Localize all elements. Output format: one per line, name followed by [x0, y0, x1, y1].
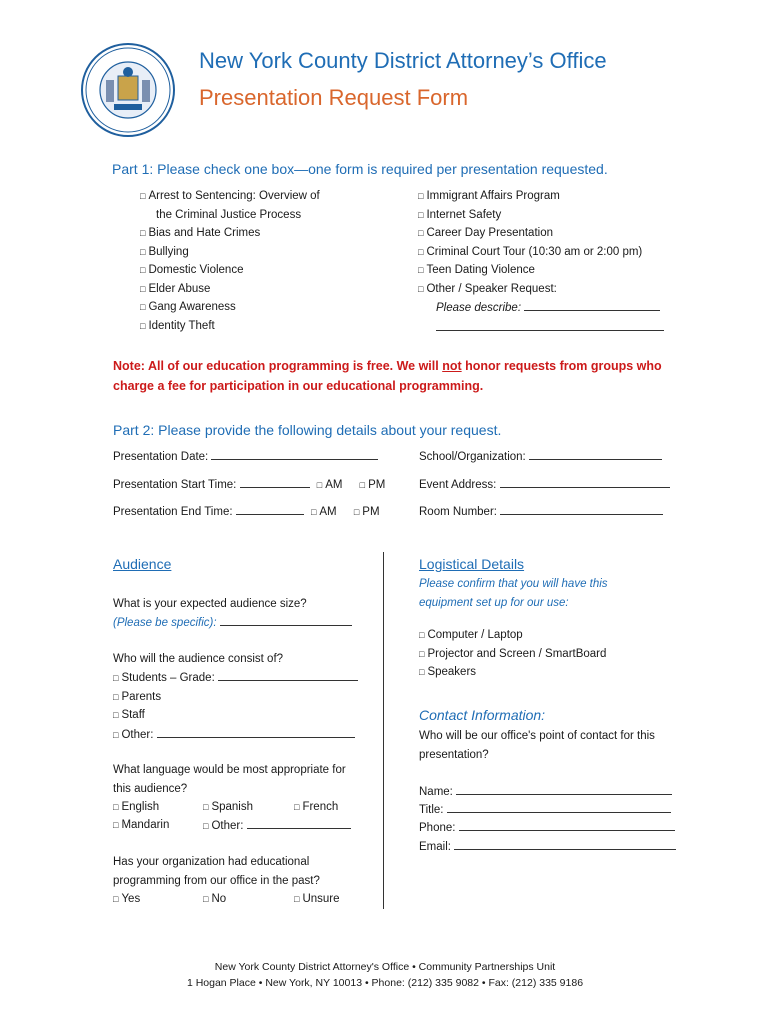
- checkbox-icon[interactable]: □: [113, 673, 119, 683]
- checkbox-icon[interactable]: □: [113, 710, 119, 720]
- checkbox-icon[interactable]: □: [140, 228, 146, 238]
- checkbox-parents[interactable]: □ Parents: [113, 690, 162, 703]
- checkbox-teen-dating[interactable]: □ Teen Dating Violence: [418, 264, 535, 276]
- checkbox-icon[interactable]: □: [140, 302, 146, 312]
- checkbox-icon[interactable]: □: [353, 507, 360, 517]
- checkbox-bullying[interactable]: □ Bullying: [140, 245, 189, 258]
- describe-label: Please describe:: [436, 302, 522, 314]
- da-seal-logo: [80, 42, 176, 138]
- part1-right-list: [418, 187, 664, 337]
- checkbox-no[interactable]: □ No: [203, 893, 227, 905]
- describe-field-2[interactable]: [436, 318, 664, 331]
- audience-size-row: (Please be specific):: [113, 613, 352, 633]
- language-q: What language would be most appropriate for this audience?: [113, 764, 346, 795]
- audience-size-field[interactable]: [220, 613, 352, 626]
- room-number-field[interactable]: [500, 502, 663, 515]
- checkbox-court-tour[interactable]: □ Criminal Court Tour (10:30 am or 2:00 pm): [418, 245, 643, 258]
- checkbox-mandarin[interactable]: □ Mandarin: [113, 819, 170, 831]
- checkbox-projector[interactable]: □ Projector and Screen / SmartBoard: [419, 647, 607, 660]
- checkbox-icon[interactable]: □: [140, 265, 146, 275]
- checkbox-bias[interactable]: □ Bias and Hate Crimes: [140, 227, 261, 239]
- checkbox-internet-safety[interactable]: □ Internet Safety: [418, 208, 502, 221]
- checkbox-icon[interactable]: □: [419, 630, 425, 640]
- checkbox-yes[interactable]: □ Yes: [113, 893, 141, 905]
- logistics-confirm: Please confirm that you will have this equipment set up for our use:: [419, 578, 608, 609]
- start-time-row: Presentation Start Time: □ AM □ PM: [113, 475, 385, 495]
- contact-phone-field[interactable]: [459, 818, 675, 831]
- fee-note: Note: All of our education programming is free. We will not honor requests from groups who charge a fee for participation in our educational programming.: [113, 359, 662, 393]
- checkbox-arrest[interactable]: □ Arrest to Sentencing: Overview of: [140, 190, 320, 202]
- checkbox-icon[interactable]: □: [419, 648, 425, 659]
- checkbox-icon[interactable]: □: [140, 320, 146, 331]
- contact-title-row: Title:: [419, 800, 671, 820]
- checkbox-icon[interactable]: □: [418, 283, 424, 294]
- checkbox-arrest-cont: the Criminal Justice Process: [156, 208, 302, 221]
- contact-email-field[interactable]: [454, 837, 676, 850]
- part1-heading: Part 1: Please check one box—one form is required per presentation requested.: [112, 161, 608, 177]
- checkbox-gang[interactable]: □ Gang Awareness: [140, 301, 236, 313]
- checkbox-icon[interactable]: □: [113, 820, 119, 830]
- checkbox-icon[interactable]: □: [294, 802, 300, 812]
- checkbox-icon[interactable]: □: [418, 209, 424, 220]
- footer-line-2: 1 Hogan Place • New York, NY 10013 • Phone: (212) 335 9082 • Fax: (212) 335 9186: [186, 977, 584, 989]
- contact-name-field[interactable]: [456, 782, 672, 795]
- checkbox-language-other[interactable]: □ Other:: [203, 816, 351, 836]
- end-time-row: Presentation End Time: □ AM □ PM: [113, 502, 380, 522]
- start-time-field[interactable]: [240, 475, 310, 488]
- checkbox-icon[interactable]: □: [419, 667, 425, 677]
- checkbox-immigrant[interactable]: □ Immigrant Affairs Program: [418, 190, 560, 202]
- checkbox-icon[interactable]: □: [203, 894, 209, 904]
- checkbox-unsure[interactable]: □ Unsure: [294, 893, 340, 905]
- contact-title-field[interactable]: [447, 800, 671, 813]
- checkbox-icon[interactable]: □: [113, 691, 119, 702]
- checkbox-icon[interactable]: □: [113, 802, 119, 812]
- part2-heading: Part 2: Please provide the following details about your request.: [113, 422, 502, 438]
- checkbox-icon[interactable]: □: [203, 802, 209, 812]
- checkbox-french[interactable]: □ French: [294, 801, 339, 813]
- presentation-date-row: Presentation Date:: [113, 447, 378, 467]
- page-title: New York County District Attorney’s Office: [199, 48, 607, 73]
- audience-consist-q: Who will the audience consist of?: [113, 653, 284, 665]
- contact-email-row: Email:: [419, 837, 676, 857]
- checkbox-icon[interactable]: □: [418, 246, 424, 257]
- part1-left-list: [140, 187, 320, 335]
- checkbox-staff[interactable]: □ Staff: [113, 709, 145, 721]
- grade-field[interactable]: [218, 668, 358, 681]
- checkbox-icon[interactable]: □: [140, 191, 146, 201]
- checkbox-spanish[interactable]: □ Spanish: [203, 801, 253, 813]
- checkbox-other-speaker[interactable]: □ Other / Speaker Request:: [418, 282, 557, 295]
- audience-other-field[interactable]: [157, 725, 355, 738]
- checkbox-icon[interactable]: □: [316, 480, 323, 490]
- checkbox-icon[interactable]: □: [418, 228, 424, 238]
- page-subtitle: Presentation Request Form: [199, 85, 469, 110]
- logistics-heading: Logistical Details: [419, 556, 525, 572]
- checkbox-elder-abuse[interactable]: □ Elder Abuse: [140, 282, 211, 295]
- audience-options: [113, 668, 358, 744]
- checkbox-english[interactable]: □ English: [113, 801, 160, 813]
- audience-size-q: What is your expected audience size?: [113, 598, 307, 610]
- checkbox-career-day[interactable]: □ Career Day Presentation: [418, 227, 553, 239]
- audience-heading: Audience: [113, 556, 172, 572]
- end-time-field[interactable]: [236, 502, 304, 515]
- checkbox-icon[interactable]: □: [418, 265, 424, 275]
- room-number-row: Room Number:: [419, 502, 663, 522]
- checkbox-students[interactable]: □ Students – Grade:: [113, 668, 358, 688]
- checkbox-identity-theft[interactable]: □ Identity Theft: [140, 319, 215, 332]
- describe-field[interactable]: [524, 298, 660, 311]
- describe-row-2: [418, 318, 664, 338]
- language-other-field[interactable]: [247, 816, 351, 829]
- checkbox-icon[interactable]: □: [310, 507, 317, 517]
- presentation-date-field[interactable]: [211, 447, 378, 460]
- contact-heading: Contact Information:: [419, 707, 546, 723]
- checkbox-icon[interactable]: □: [113, 729, 119, 740]
- describe-row: [418, 298, 664, 318]
- footer-line-1: New York County District Attorney's Office • Community Partnerships Unit: [214, 961, 556, 973]
- checkbox-icon[interactable]: □: [203, 821, 209, 831]
- contact-q: Who will be our office's point of contact for this presentation?: [419, 730, 655, 761]
- event-address-field[interactable]: [500, 475, 670, 488]
- checkbox-icon[interactable]: □: [113, 894, 119, 904]
- checkbox-icon[interactable]: □: [359, 480, 366, 490]
- contact-name-row: Name:: [419, 782, 672, 802]
- checkbox-icon[interactable]: □: [418, 191, 424, 201]
- checkbox-speakers[interactable]: □ Speakers: [419, 666, 477, 678]
- equipment-list: [419, 626, 606, 682]
- checkbox-icon[interactable]: □: [294, 894, 300, 904]
- checkbox-icon[interactable]: □: [140, 283, 146, 294]
- school-field[interactable]: [529, 447, 662, 460]
- column-divider: [383, 552, 384, 909]
- past-programming-q: Has your organization had educational programming from our office in the past?: [113, 856, 320, 887]
- checkbox-computer[interactable]: □ Computer / Laptop: [419, 629, 523, 641]
- contact-phone-row: Phone:: [419, 818, 675, 838]
- school-row: School/Organization:: [419, 447, 662, 467]
- checkbox-audience-other[interactable]: □ Other:: [113, 725, 358, 745]
- checkbox-icon[interactable]: □: [140, 246, 146, 257]
- checkbox-domestic-violence[interactable]: □ Domestic Violence: [140, 264, 244, 276]
- event-address-row: Event Address:: [419, 475, 670, 495]
